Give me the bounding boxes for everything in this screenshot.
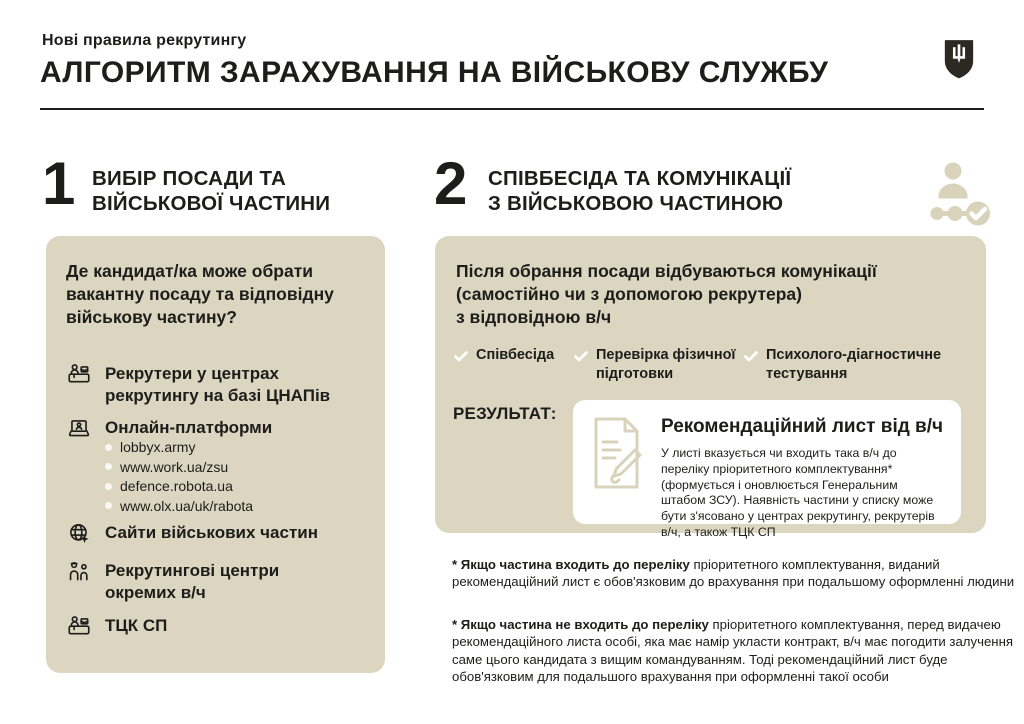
list-item-label xyxy=(105,614,167,637)
header-divider xyxy=(40,108,984,110)
label-line: рекрутингу на базі ЦНАПів xyxy=(105,386,331,405)
question-line: Де кандидат/ка може обрати xyxy=(66,261,314,281)
footnote-bold: * Якщо частина не входить до переліку xyxy=(452,617,709,632)
step1-card xyxy=(46,236,385,673)
check-item-physical xyxy=(574,346,736,384)
list-item-unit-websites xyxy=(66,521,318,547)
step1-number: 1 xyxy=(42,150,76,217)
list-item-tck xyxy=(66,614,167,640)
kicker-text: Нові правила рекрутингу xyxy=(42,32,247,49)
bullet-dot xyxy=(105,483,112,490)
step1-question xyxy=(66,260,334,329)
platform-link xyxy=(105,439,253,456)
bullet-dot xyxy=(105,502,112,509)
list-item-label xyxy=(105,521,318,544)
check-label xyxy=(476,346,554,365)
recruiter-desk-icon xyxy=(66,362,92,388)
check-line: Психолого-діагностичне xyxy=(766,347,942,363)
list-item-label xyxy=(105,559,279,604)
step2-card xyxy=(435,236,986,539)
check-icon xyxy=(574,346,589,367)
footnote-text: пріоритетного комплектування, перед видачею рекомендаційного листа особі, яка має намір укласти контракт, в/ч має погодити залучення саме цього кандидата з вищим командуванням. Тоді рекомендаційний лист буде обов'язковим для подальшого врахування при оформленні такої особи xyxy=(452,617,1014,685)
check-label xyxy=(596,346,736,384)
footnote-bold: * Якщо частина входить до переліку xyxy=(452,557,690,572)
laptop-person-icon xyxy=(66,416,92,442)
intro-line: Після обрання посади відбуваються комунікації xyxy=(456,261,877,281)
document-pencil-icon xyxy=(591,416,643,490)
step1-title-line1: ВИБІР ПОСАДИ ТА xyxy=(92,167,286,190)
page-title: АЛГОРИТМ ЗАРАХУВАННЯ НА ВІЙСЬКОВУ СЛУЖБУ xyxy=(40,56,829,89)
label-line: ТЦК СП xyxy=(105,616,168,635)
step2-number: 2 xyxy=(434,150,468,217)
platform-link xyxy=(105,459,253,476)
list-item-label xyxy=(105,362,330,407)
two-people-icon xyxy=(66,559,92,585)
label-line: Рекрутингові центри xyxy=(105,561,280,580)
check-item-interview xyxy=(454,346,554,367)
bullet-dot xyxy=(105,444,112,451)
result-label: РЕЗУЛЬТАТ: xyxy=(453,404,557,423)
question-line: військову частину? xyxy=(66,307,237,327)
footnote-in-list xyxy=(452,556,1020,591)
label-line: Онлайн-платформи xyxy=(105,418,273,437)
platform-link xyxy=(105,478,253,495)
result-box xyxy=(573,400,961,539)
check-line: Перевірка фізичної xyxy=(596,347,736,363)
step2-title-line2: З ВІЙСЬКОВОЮ ЧАСТИНОЮ xyxy=(488,192,784,215)
check-icon xyxy=(454,346,469,367)
check-item-psych xyxy=(744,346,941,384)
bullet-dot xyxy=(105,463,112,470)
check-icon xyxy=(744,346,759,367)
label-line: окремих в/ч xyxy=(105,583,206,602)
military-shield-trident-icon xyxy=(942,38,976,80)
platform-links xyxy=(105,439,253,517)
label-line: Сайти військових частин xyxy=(105,523,318,542)
globe-icon xyxy=(66,521,92,547)
footnote-text: пріоритетного комплектування, виданий рекомендаційний лист є обов'язковим до врахування при подальшому оформленні людини xyxy=(452,557,1015,590)
step1-title-line2: ВІЙСЬКОВОЇ ЧАСТИНИ xyxy=(92,192,331,215)
step2-title-line1: СПІВБЕСІДА ТА КОМУНІКАЦІЇ xyxy=(488,167,792,190)
question-line: вакантну посаду та відповідну xyxy=(66,284,334,304)
check-line: Співбесіда xyxy=(476,347,555,363)
intro-line: з відповідною в/ч xyxy=(456,307,612,327)
step1-title xyxy=(92,166,330,216)
platform-link-label: www.work.ua/zsu xyxy=(120,458,229,475)
result-body: У листі вказується чи входить така в/ч до переліку пріоритетного комплектування* (формується і оновлюється Генеральним штабом ЗСУ). Наявність частини у списку може бути з'ясовано у центрах рекрутингу, рекрутерів в/ч, а також ТЦК СП xyxy=(661,446,935,539)
intro-line: (самостійно чи з допомогою рекрутера) xyxy=(456,284,802,304)
person-network-check-icon xyxy=(928,160,1002,228)
step2-intro xyxy=(456,260,877,329)
footnote-not-in-list xyxy=(452,616,1020,686)
step2-title xyxy=(488,166,791,216)
platform-link-label: www.olx.ua/uk/rabota xyxy=(120,497,254,514)
result-title: Рекомендаційний лист від в/ч xyxy=(661,416,944,437)
check-line: підготовки xyxy=(596,366,674,382)
check-line: тестування xyxy=(766,366,848,382)
platform-link xyxy=(105,498,253,515)
platform-link-label: lobbyx.army xyxy=(120,439,196,455)
platform-link-label: defence.robota.ua xyxy=(120,478,233,494)
label-line: Рекрутери у центрах xyxy=(105,364,280,383)
list-item-recruiting-centers xyxy=(66,559,279,604)
check-label xyxy=(766,346,941,384)
list-item-recruiters xyxy=(66,362,330,407)
recruiter-desk-icon xyxy=(66,614,92,640)
list-item-label xyxy=(105,416,272,439)
